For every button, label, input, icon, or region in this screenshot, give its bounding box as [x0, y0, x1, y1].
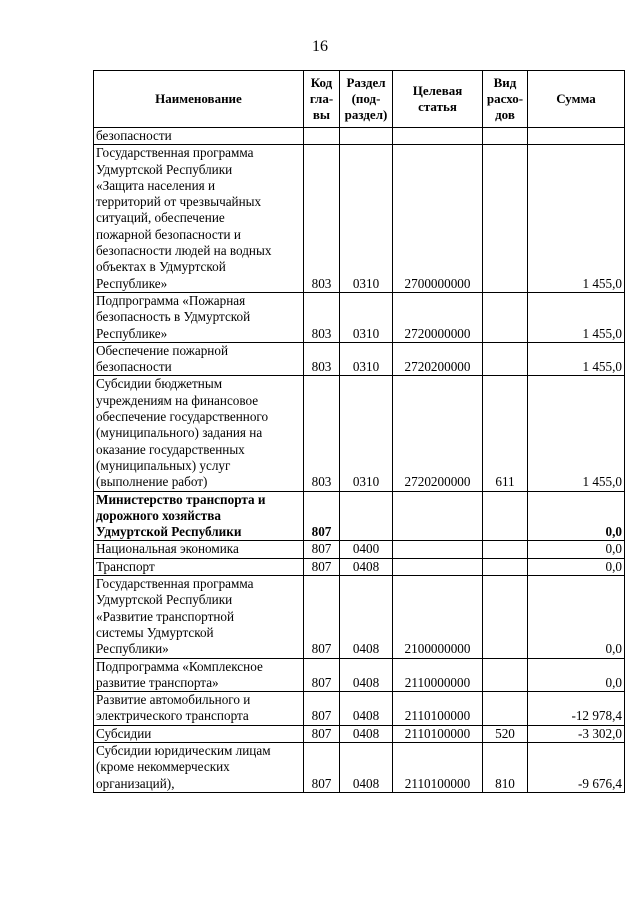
cell-name-line: дорожного хозяйства — [96, 507, 221, 523]
cell-code: 807 — [304, 725, 340, 742]
cell-code: 803 — [304, 342, 340, 376]
table-row — [94, 128, 625, 145]
cell-section: 0310 — [340, 145, 393, 293]
cell-target: 2700000000 — [393, 145, 483, 293]
cell-section: 0310 — [340, 292, 393, 342]
cell-name-line: Государственная программа — [96, 145, 254, 161]
cell-sum: 1 455,0 — [528, 145, 625, 293]
table-row — [94, 576, 625, 658]
cell-name-line: Удмуртской Республики — [96, 592, 233, 608]
cell-name-line: Субсидии бюджетным — [96, 376, 223, 392]
cell-type — [483, 558, 528, 575]
cell-name-line: Республики» — [96, 641, 169, 657]
cell-code: 807 — [304, 692, 340, 726]
cell-name-line: Удмуртской Республики — [96, 161, 233, 177]
cell-name — [94, 541, 304, 558]
cell-sum: 1 455,0 — [528, 292, 625, 342]
budget-table — [93, 70, 625, 793]
cell-section — [340, 128, 393, 145]
header-target: Целевая статья — [393, 71, 483, 128]
cell-code: 803 — [304, 145, 340, 293]
cell-name-line: территорий от чрезвычайных — [96, 194, 262, 210]
cell-name-line: безопасности — [96, 128, 172, 143]
cell-name-line: Республике» — [96, 275, 168, 291]
cell-name — [94, 491, 304, 541]
cell-name — [94, 576, 304, 658]
cell-name — [94, 692, 304, 726]
cell-name-line: Государственная программа — [96, 576, 254, 592]
cell-name-line: оказание государственных — [96, 441, 245, 457]
cell-name — [94, 128, 304, 145]
cell-name-line: (кроме некоммерческих — [96, 759, 230, 775]
cell-section: 0408 — [340, 558, 393, 575]
cell-name-line: Национальная экономика — [96, 541, 239, 557]
cell-sum: 1 455,0 — [528, 376, 625, 491]
cell-name-line: безопасность в Удмуртской — [96, 309, 251, 325]
cell-type — [483, 658, 528, 692]
cell-target: 2720000000 — [393, 292, 483, 342]
cell-sum: -9 676,4 — [528, 742, 625, 792]
cell-name — [94, 292, 304, 342]
cell-section: 0408 — [340, 576, 393, 658]
cell-type — [483, 491, 528, 541]
table-row — [94, 145, 625, 293]
cell-name — [94, 558, 304, 575]
table-row — [94, 491, 625, 541]
cell-name-line: безопасности людей на водных — [96, 243, 272, 259]
cell-code: 807 — [304, 491, 340, 541]
cell-sum: 0,0 — [528, 491, 625, 541]
cell-type — [483, 576, 528, 658]
cell-name-line: (муниципального) задания на — [96, 425, 263, 441]
cell-code: 807 — [304, 558, 340, 575]
cell-code: 807 — [304, 576, 340, 658]
cell-section: 0310 — [340, 376, 393, 491]
cell-sum: -3 302,0 — [528, 725, 625, 742]
cell-type — [483, 342, 528, 376]
cell-name — [94, 376, 304, 491]
cell-target: 2110100000 — [393, 692, 483, 726]
table-row — [94, 558, 625, 575]
cell-name-line: учреждениям на финансовое — [96, 392, 259, 408]
cell-name-line: пожарной безопасности и — [96, 226, 241, 242]
cell-name-line: Субсидии — [96, 725, 152, 741]
table-row — [94, 692, 625, 726]
table-row — [94, 742, 625, 792]
cell-type — [483, 541, 528, 558]
cell-name-line: Подпрограмма «Пожарная — [96, 292, 246, 308]
cell-name-line: системы Удмуртской — [96, 624, 214, 640]
cell-name-line: Субсидии юридическим лицам — [96, 742, 271, 758]
cell-name — [94, 145, 304, 293]
cell-name-line: безопасности — [96, 359, 172, 375]
cell-name-line: Обеспечение пожарной — [96, 342, 229, 358]
cell-type — [483, 692, 528, 726]
cell-name-line: развитие транспорта» — [96, 674, 219, 690]
cell-target: 2110000000 — [393, 658, 483, 692]
cell-sum: 0,0 — [528, 576, 625, 658]
cell-code: 803 — [304, 292, 340, 342]
cell-name-line: (выполнение работ) — [96, 474, 208, 490]
table-row — [94, 725, 625, 742]
table-row — [94, 658, 625, 692]
header-row — [94, 71, 625, 128]
cell-target — [393, 128, 483, 145]
cell-section: 0310 — [340, 342, 393, 376]
cell-sum: 1 455,0 — [528, 342, 625, 376]
table-row — [94, 342, 625, 376]
cell-name-line: Развитие автомобильного и — [96, 692, 251, 708]
cell-target: 2100000000 — [393, 576, 483, 658]
cell-type: 810 — [483, 742, 528, 792]
cell-sum: 0,0 — [528, 558, 625, 575]
cell-name-line: Подпрограмма «Комплексное — [96, 658, 263, 674]
cell-section — [340, 491, 393, 541]
cell-type: 520 — [483, 725, 528, 742]
header-code: Код гла- вы — [304, 71, 340, 128]
cell-name-line: (муниципальных) услуг — [96, 457, 231, 473]
cell-code: 807 — [304, 541, 340, 558]
cell-name — [94, 658, 304, 692]
cell-sum: 0,0 — [528, 541, 625, 558]
cell-name-line: объектах в Удмуртской — [96, 259, 226, 275]
cell-name — [94, 342, 304, 376]
cell-name-line: Транспорт — [96, 558, 155, 574]
cell-type — [483, 128, 528, 145]
cell-target: 2720200000 — [393, 376, 483, 491]
header-name: Наименование — [94, 71, 304, 128]
cell-section: 0400 — [340, 541, 393, 558]
cell-code: 807 — [304, 658, 340, 692]
cell-target: 2720200000 — [393, 342, 483, 376]
cell-name — [94, 742, 304, 792]
cell-name-line: Министерство транспорта и — [96, 491, 266, 507]
table-row — [94, 376, 625, 491]
cell-name-line: обеспечение государственного — [96, 409, 269, 425]
cell-section: 0408 — [340, 692, 393, 726]
cell-name-line: «Развитие транспортной — [96, 608, 235, 624]
cell-name — [94, 725, 304, 742]
page-number: 16 — [312, 38, 328, 55]
cell-target — [393, 558, 483, 575]
cell-type — [483, 292, 528, 342]
cell-name-line: ситуаций, обеспечение — [96, 210, 225, 226]
cell-target: 2110100000 — [393, 725, 483, 742]
cell-type — [483, 145, 528, 293]
table-body — [94, 128, 625, 793]
cell-type: 611 — [483, 376, 528, 491]
cell-name-line: «Защита населения и — [96, 177, 216, 193]
cell-sum: 0,0 — [528, 658, 625, 692]
cell-target: 2110100000 — [393, 742, 483, 792]
table-row — [94, 541, 625, 558]
cell-sum — [528, 128, 625, 145]
cell-target — [393, 541, 483, 558]
cell-section: 0408 — [340, 658, 393, 692]
header-type: Вид расхо- дов — [483, 71, 528, 128]
cell-name-line: Республике» — [96, 325, 168, 341]
cell-name-line: организаций), — [96, 775, 175, 791]
table-row — [94, 292, 625, 342]
cell-code: 803 — [304, 376, 340, 491]
cell-code: 807 — [304, 742, 340, 792]
header-sum: Сумма — [528, 71, 625, 128]
cell-sum: -12 978,4 — [528, 692, 625, 726]
header-section: Раздел (под- раздел) — [340, 71, 393, 128]
cell-name-line: электрического транспорта — [96, 708, 249, 724]
cell-code — [304, 128, 340, 145]
cell-name-line: Удмуртской Республики — [96, 524, 242, 540]
cell-target — [393, 491, 483, 541]
cell-section: 0408 — [340, 742, 393, 792]
cell-section: 0408 — [340, 725, 393, 742]
